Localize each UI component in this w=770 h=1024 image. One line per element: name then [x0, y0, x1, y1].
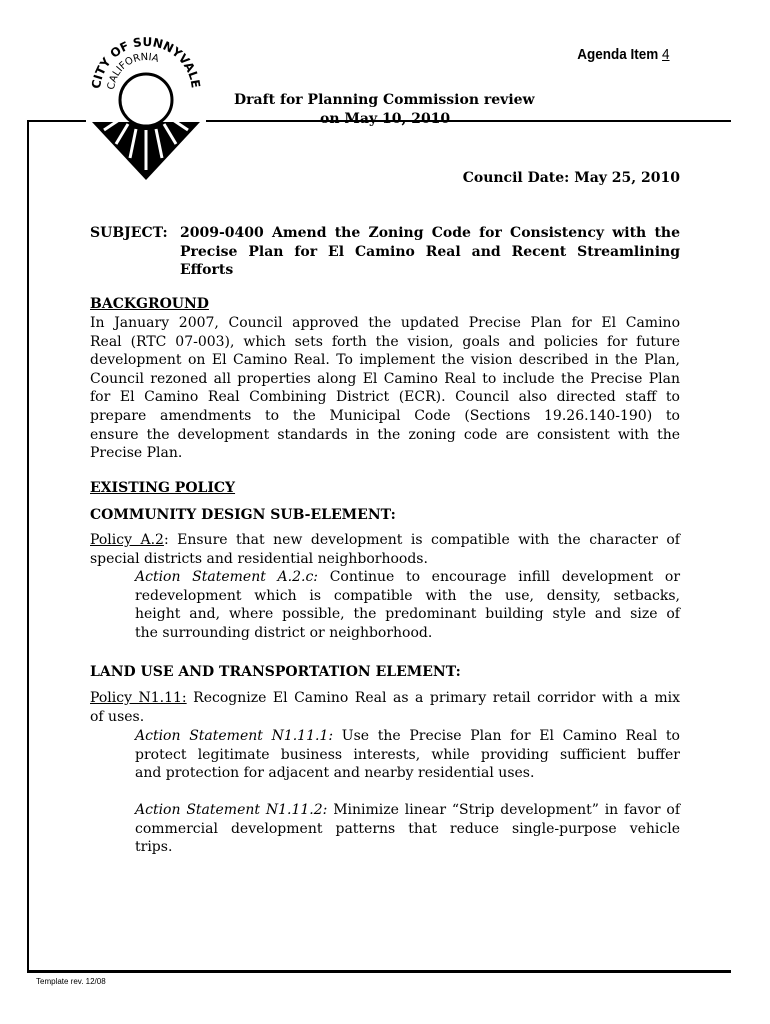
land-use-heading: LAND USE AND TRANSPORTATION ELEMENT: [90, 664, 461, 680]
subject-line: 2009-0400 Amend the Zoning Code for Consistency with the [180, 225, 680, 241]
frame-left-rule [27, 120, 29, 972]
text-line: Continue to encourage infill development or [329, 569, 681, 585]
text-line: development on El Camino Real. To implement the vision described in the Plan, [90, 352, 680, 369]
city-seal-logo [86, 30, 206, 182]
community-design-heading: COMMUNITY DESIGN SUB-ELEMENT: [90, 507, 396, 523]
agenda-item [578, 46, 670, 63]
template-revision: Template rev. 12/08 [36, 977, 106, 986]
agenda-item-label: Agenda Item [577, 46, 659, 63]
background-paragraph [90, 314, 680, 463]
council-date: Council Date: May 25, 2010 [462, 170, 680, 186]
policy-a2 [90, 531, 680, 568]
text-line: protect legitimate business interests, while providing sufficient buffer [135, 746, 680, 763]
svg-text:CALIFORNIA: CALIFORNIA [105, 51, 160, 91]
subject-line: Precise Plan for El Camino Real and Recent Streamlining [180, 243, 680, 260]
text-line: special districts and residential neighborhoods. [90, 550, 428, 567]
text-line: of uses. [90, 708, 145, 725]
subject-text [180, 224, 680, 280]
action-n1111 [135, 727, 680, 783]
action-a2c-label: Action Statement A.2.c: [135, 569, 319, 585]
policy-n111-label: Policy N1.11: [90, 690, 187, 706]
text-line: commercial development patterns that reduce single-purpose vehicle [135, 820, 680, 837]
text-line: for El Camino Real Combining District (ECR). Council also directed staff to [90, 389, 680, 406]
action-n1111-label: Action Statement N1.11.1: [135, 728, 334, 744]
agenda-item-number: 4 [662, 46, 670, 63]
text-line: Minimize linear “Strip development” in favor of [333, 802, 681, 818]
text-line: redevelopment which is compatible with the use, density, setbacks, [135, 587, 680, 604]
policy-n111 [90, 689, 680, 726]
text-line: trips. [135, 839, 173, 856]
text-line: Use the Precise Plan for El Camino Real to [341, 728, 680, 744]
draft-note-line-2: on May 10, 2010 [320, 111, 451, 127]
draft-note-line-1: Draft for Planning Commission review [234, 92, 535, 108]
frame-bottom-rule [27, 970, 731, 973]
text-line: and protection for adjacent and nearby residential uses. [135, 765, 535, 782]
text-line: the surrounding district or neighborhood. [135, 624, 433, 641]
subject-line: Efforts [180, 262, 234, 279]
text-line: In January 2007, Council approved the updated Precise Plan for El Camino [90, 315, 680, 331]
action-a2c [135, 568, 680, 642]
text-line: Real (RTC 07-003), which sets forth the vision, goals and policies for future [90, 333, 680, 350]
text-line: Precise Plan. [90, 445, 183, 462]
policy-a2-label: Policy A.2 [90, 532, 164, 548]
background-heading: BACKGROUND [90, 296, 209, 312]
text-line: : Ensure that new development is compatible with the character of [163, 532, 680, 548]
action-n1112-label: Action Statement N1.11.2: [135, 802, 328, 818]
existing-policy-heading: EXISTING POLICY [90, 480, 236, 496]
text-line: Recognize El Camino Real as a primary retail corridor with a mix [193, 690, 680, 706]
text-line: Council rezoned all properties along El Camino Real to include the Precise Plan [90, 370, 680, 387]
svg-text:CITY OF SUNNYVALE: CITY OF SUNNYVALE [89, 34, 203, 90]
text-line: height and, where possible, the predominant building style and size of [135, 606, 680, 623]
subject-label: SUBJECT: [90, 225, 168, 241]
text-line: ensure the development standards in the zoning code are consistent with the [90, 426, 680, 443]
action-n1112 [135, 801, 680, 857]
text-line: prepare amendments to the Municipal Code (Sections 19.26.140-190) to [90, 407, 680, 424]
